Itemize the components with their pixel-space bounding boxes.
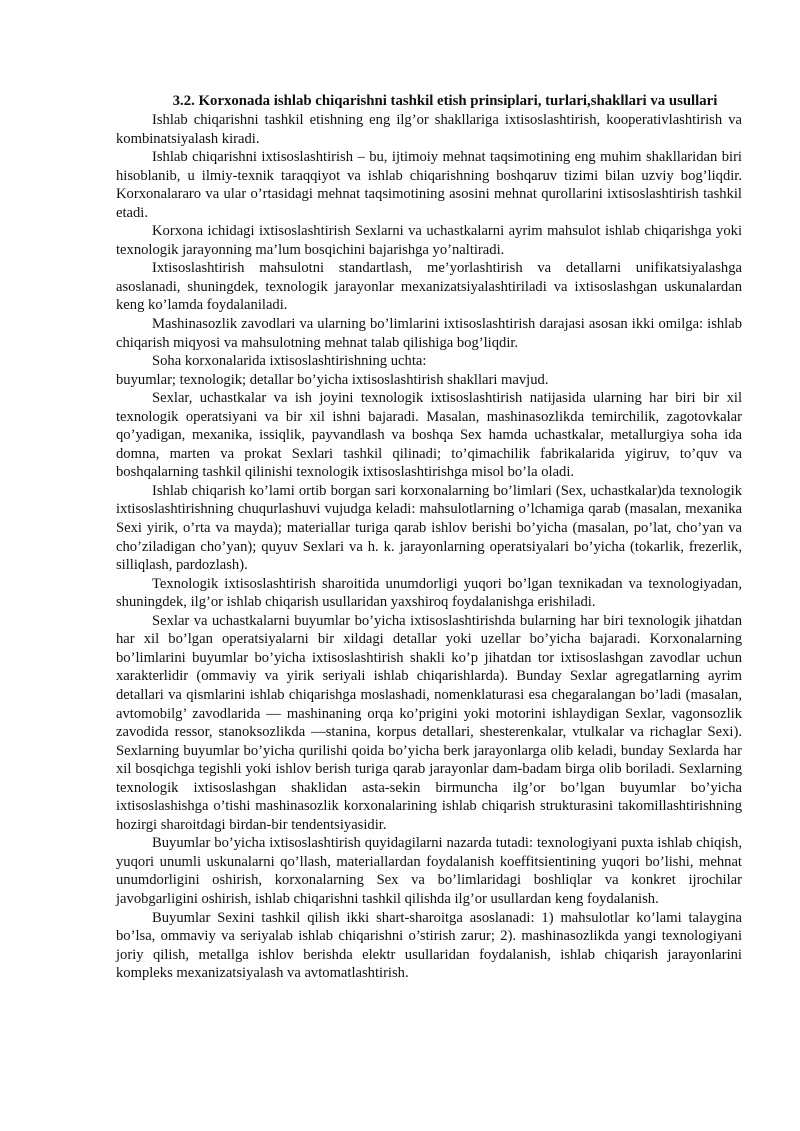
paragraph-12: Buyumlar bo’yicha ixtisoslashtirish quyidagilarni nazarda tutadi: texnologiyani puxta ishlab chiqish, yuqori unumli uskunalarni qo’llash, materiallardan foydalanish koeffitsientining yuqori bo’lishi, mehnat unumdorligini oshirish, korxonalarning Sex va bo’limlaridagi boshliqlar va konkret ijrochilar javobgarligini oshirish, ishlab chiqarishni tashkil qilishda ilg’or usullardan keng foydalanish.	[116, 835, 742, 907]
document-page	[116, 92, 742, 983]
paragraph-4: Ixtisoslashtirish mahsulotni standartlash, me’yorlashtirish va detallarni unifikatsiyalashga asoslanadi, shuningdek, texnologik jarayonlar mexanizatsiyalashtiriladi va ixtisoslashgan uskunalardan keng ko’lamda foydalaniladi.	[116, 260, 742, 314]
paragraph-5: Mashinasozlik zavodlari va ularning bo’limlarini ixtisoslashtirish darajasi asosan ikki omilga: ishlab chiqarish miqyosi va mahsulotning mehnat talab qilishiga bog’liqdir.	[116, 316, 742, 351]
paragraph-3: Korxona ichidagi ixtisoslashtirish Sexlarni va uchastkalarni ayrim mahsulot ishlab chiqarishga yoki texnologik jarayonning ma’lum bosqichini bajarishga yo’naltiradi.	[116, 223, 742, 258]
paragraph-6: Soha korxonalarida ixtisoslashtirishning uchta:	[152, 353, 427, 370]
section-title: 3.2. Korxonada ishlab chiqarishni tashkil etish prinsiplari, turlari,shakllari va usullari	[172, 93, 718, 109]
paragraph-2: Ishlab chiqarishni ixtisoslashtirish – bu, ijtimoiy mehnat taqsimotining eng muhim shakllaridan biri hisoblanib, u ilmiy-texnik taraqqiyot va ishlab chiqarishning boshqaruv tizimi bilan uzviy bog’liqdir. Korxonalararo va ular o’rtasidagi mehnat taqsimotining asosini mehnat qurollarini ixtisoslashtirish tashkil etadi.	[116, 149, 742, 221]
paragraph-13: Buyumlar Sexini tashkil qilish ikki shart-sharoitga asoslanadi: 1) mahsulotlar ko’lami talaygina bo’lsa, ommaviy va seriyalab ishlab chiqarishni o’stirish zarur; 2). mashinasozlikda yangi texnologiyani joriy qilish, metallga ishlov berishda elektr usullaridan foydalanish, ishlab chiqarish jarayonlarini kompleks mexanizatsiyalash va avtomatlashtirish.	[116, 909, 742, 982]
paragraph-10: Texnologik ixtisoslashtirish sharoitida unumdorligi yuqori bo’lgan texnikadan va texnologiyadan, shuningdek, ilg’or ishlab chiqarish usullaridan yaxshiroq foydalanishga erishiladi.	[116, 575, 742, 611]
paragraph-7: buyumlar; texnologik; detallar bo’yicha ixtisoslashtirish shakllari mavjud.	[116, 371, 549, 388]
paragraph-11: Sexlar va uchastkalarni buyumlar bo’yicha ixtisoslashtirishda bularning har biri texnologik jihatdan har xil bo’lgan operatsiyalarni bir xildagi detallar yoki uzellar bo’yicha bajaradi. Korxonalarning bo’limlarini buyumlar bo’yicha ixtisoslashtirish shakli ko’p jihatdan tor ixtisoslashgan zavodlar uchun xarakterlidir (ommaviy va yirik seriyali ishlab chiqarishlarda). Bunday Sexlar agregatlarning ayrim detallari va qismlarini ishlab chiqarishga moslashadi, nomenklaturasi esa chegaralangan bo’ladi (masalan, avtomobilg’ zavodlarida — mashinaning orqa ko’prigini yoki motorini ishlaydigan Sexlar, vagonsozlik zavodida ressor, stanoksozlikda —stanina, korpus detallari, shesterenkalar, vtulkalar va richaglar Sexi). Sexlarning buyumlar bo’yicha qurilishi qoida bo’yicha berk jarayonlarga olib keladi, bunday Sexlarda har xil bosqichga tegishli yoki ishlov berish turiga qarab jarayonlar dam-badam birga olib boriladi. Sexlarning texnologik ixtisoslashgan shaklidan asta-sekin birmuncha ilg’or bo’lgan buyumlar bo’yicha ixtisoslashishga o’tishi mashinasozlik korxonalarining ishlab chiqarish strukturasini takomillashtirishning hozirgi sharoitdagi birdan-bir tendentsiyasidir.	[116, 612, 742, 833]
paragraph-8: Sexlar, uchastkalar va ish joyini texnologik ixtisoslashtirish natijasida ularning har biri bir xil texnologik operatsiyani va bir xil ishni bajaradi. Masalan, mashinasozlikda temirchilik, zagotovkalar qo’yadigan, mexanika, issiqlik, payvandlash va boshqa Sex hamda uchastkalar, metallurgiya soha ida domna, marten va prokat Sexlari tashkil qilinadi; to’qimachilik fabrikalarida yigiruv, to’quv va boshqalarning tashkil qilinishi texnologik ixtisoslashtirishga misol bo’la oladi.	[116, 390, 742, 481]
paragraph-9: Ishlab chiqarish ko’lami ortib borgan sari korxonalarning bo’limlari (Sex, uchastkalar)da texnologik ixtisoslashtirishning chuqurlashuvi vujudga keladi: mahsulotlarning o’lchamiga qarab (masalan, mexanika Sexi yirik, o’rta va mayda); materiallar turiga qarab ishlov berishi bo’yicha (masalan, po’lat, cho’yan va cho’ziladigan cho’yan); quyuv Sexlari va h. k. jarayonlarning operatsiyalari bo’yicha (tokarlik, frezerlik, silliqlash, pardozlash).	[116, 482, 742, 574]
paragraph-1: Ishlab chiqarishni tashkil etishning eng ilg’or shakllariga ixtisoslashtirish, kooperativlashtirish va kombinatsiyalash kiradi.	[116, 112, 742, 147]
